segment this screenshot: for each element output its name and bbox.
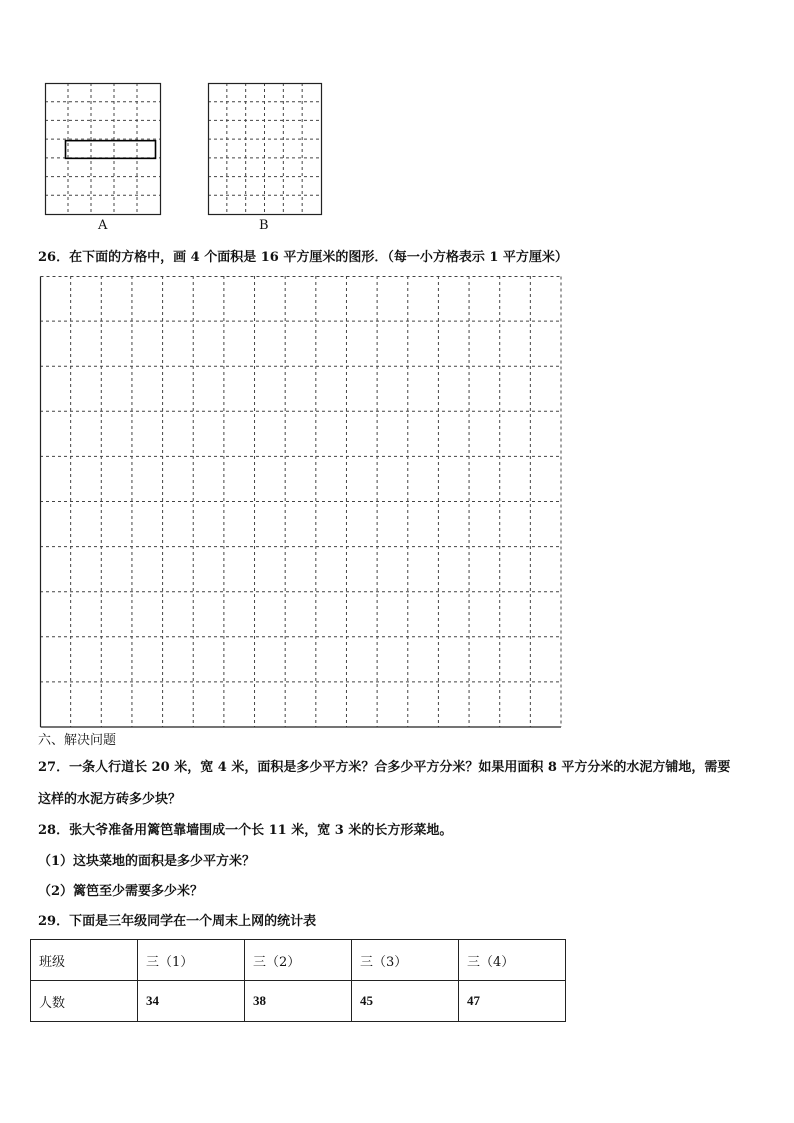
table-count-4: 47 bbox=[459, 981, 566, 1022]
grid-b-figure bbox=[208, 83, 322, 215]
question-28-text: 28．张大爷准备用篱笆靠墙围成一个长 11 米，宽 3 米的长方形菜地。 bbox=[38, 823, 453, 838]
question-26-text: 26．在下面的方格中，画 4 个面积是 16 平方厘米的图形．（每一小方格表示 1 平方厘米） bbox=[38, 250, 568, 265]
table-row-label: 人数 bbox=[31, 981, 138, 1022]
question-29-text: 29．下面是三年级同学在一个周末上网的统计表 bbox=[38, 914, 317, 929]
grid-a-label: A bbox=[98, 218, 108, 233]
table-count-2: 38 bbox=[245, 981, 352, 1022]
grid-b-label: B bbox=[259, 218, 269, 233]
section-title: 六、解决问题 bbox=[38, 733, 117, 748]
table-count-1: 34 bbox=[138, 981, 245, 1022]
question-27-line-1: 27．一条人行道长 20 米，宽 4 米，面积是多少平方米？合多少平方分米？如果用面积 8 平方分米的水泥方铺地，需要 bbox=[38, 760, 731, 775]
table-data-row bbox=[31, 981, 566, 1022]
question-28-sub-2: （2）篱笆至少需要多少米？ bbox=[38, 884, 204, 899]
table-class-1: 三（1） bbox=[138, 940, 245, 981]
question-28-sub-1: （1）这块菜地的面积是多少平方米？ bbox=[38, 854, 256, 869]
table-header-label: 班级 bbox=[31, 940, 138, 981]
table-class-3: 三（3） bbox=[352, 940, 459, 981]
statistics-table bbox=[30, 939, 566, 1022]
table-class-4: 三（4） bbox=[459, 940, 566, 981]
table-header-row bbox=[31, 940, 566, 981]
grid-a-rectangle bbox=[66, 141, 156, 159]
grid-a-figure bbox=[45, 83, 162, 216]
table-count-3: 45 bbox=[352, 981, 459, 1022]
table-class-2: 三（2） bbox=[245, 940, 352, 981]
question-27-line-2: 这样的水泥方砖多少块？ bbox=[38, 792, 182, 807]
question-26-grid bbox=[40, 276, 563, 729]
